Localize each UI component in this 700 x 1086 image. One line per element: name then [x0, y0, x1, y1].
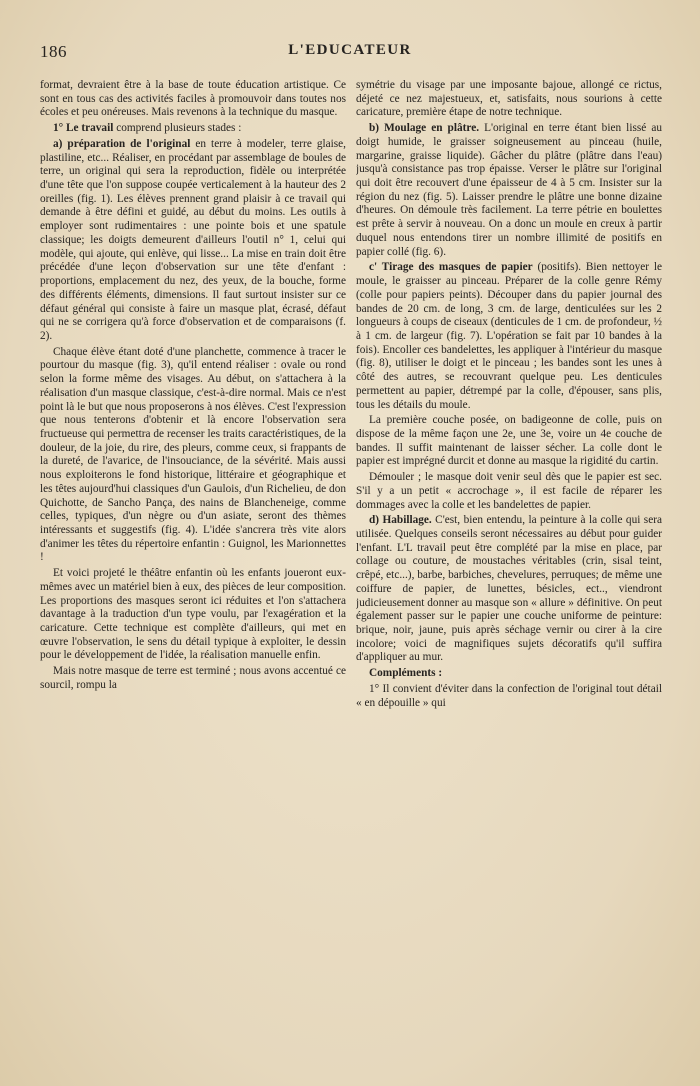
paragraph-text: en terre à modeler, terre glaise, plastiline, etc... Réaliser, en procédant par assemblage de boules de terre, un original qui sera la reproduction, fidèle ou interprétée d'une tête que l'on suppose coupée verticalement à la hauteur des 2 oreilles (fig. 1). Les élèves prennent grand plaisir à ce travail qui demande à être défini et guidé, au début du moins. Les outils à employer sont rudimentaires : une pointe bois et une spatule classique; les doigts demeurent d'ailleurs l'outil n° 1, celui qui modèle, qui ajoute, qui enlève, qui lisse... La mise en train doit être précédée d'une leçon d'observation sur une tête d'enfant : proportions, emplacement du nez, des yeux, de la bouche, forme des différents éléments, dimensions. Il faut surtout insister sur ce défaut général qui consiste à faire un masque plat, écrasé, défaut qui ne se corrigera qu'à force d'observation et de comparaisons (f. 2). — [40, 137, 346, 342]
paragraph-text: format, devraient être à la base de toute éducation artistique. Ce sont en tous cas des activités faciles à promouvoir dans toutes nos écoles et peu onéreuses. Mais revenons à la technique du masque. — [40, 79, 346, 119]
paragraph-text: Démouler ; le masque doit venir seul dès que le papier est sec. S'il y a un petit « accrochage », il est facile de réparer les dommages avec la colle et les bandelettes de papier. — [356, 471, 662, 511]
paragraph — [356, 514, 662, 665]
paragraph — [40, 665, 346, 692]
page-number: 186 — [40, 42, 67, 61]
paragraph-lead: Compléments : — [369, 667, 443, 680]
text-columns — [40, 79, 662, 1044]
paragraph-text: C'est, bien entendu, la peinture à la colle qui sera utilisée. Quelques conseils seront nécessaires au début pour guider l'enfant. L'L travail peut être complété par la mise en place, par collage ou couture, de moustaches véritables (crin, sisal teint, crêpé, etc...), barbe, barbiches, chevelures, perruques; de même une coiffure de papier, de lunettes, bésicles, ect.., viendront judicieusement donner au masque son « allure » définitive. On peut également passer sur le papier une couche uniforme de peinture: brique, noir, jaune, puis après séchage vernir ou cirer à la cire incolore; voici de magnifiques sujets décoratifs qu'il suffira d'appliquer au mur. — [356, 514, 662, 664]
left-column — [40, 79, 346, 1044]
paragraph — [356, 667, 662, 681]
paragraph — [40, 138, 346, 344]
paragraph-text: (positifs). Bien nettoyer le moule, le graisser au pinceau. Préparer de la colle genre Rémy (colle pour papiers peints). Découper dans du papier journal des bandes de 20 cm. de long, 3 cm. de large, denticulées sur les 2 longueurs à coups de ciseaux (denticules de 1 cm. de profondeur, ½ à 1 cm. de largeur (fig. 7). L'opération se fait par 10 bandes à la fois). Encoller ces bandelettes, les appliquer à l'intérieur du masque (fig. 8), utiliser le doigt et le pinceau ; les bandes sont les unes à côté des autres, se recouvrant quelque peu. Les denticules permettent au papier, détrempé par la colle, d'épouser, sans plis, tous les détails du moule. — [356, 261, 662, 411]
paragraph-text: L'original en terre étant bien lissé au doigt humide, le graisser soigneusement au pinceau (huile, margarine, graisse liquide). Gâcher du plâtre (plâtre dans l'eau) jusqu'à consistance pas trop épaisse. Verser le plâtre sur l'original qui doit être recouvert d'une épaisseur de 4 à 5 cm. Insister sur la région du nez (fig. 5). Laisser prendre le plâtre une bonne dizaine d'heures. On démoule très facilement. La terre pétrie en boulettes est prête à servir à nouveau. On a donc un moule en creux à partir duquel nous entendons tirer un nombre illimité de positifs en papier collé (fig. 6). — [356, 122, 662, 258]
paragraph-text: Mais notre masque de terre est terminé ; nous avons accentué ce sourcil, rompu la — [40, 665, 346, 691]
paragraph-text: 1° Il convient d'éviter dans la confection de l'original tout détail « en dépouille » qui — [356, 682, 662, 709]
paragraph-text: La première couche posée, on badigeonne de colle, puis on dispose de la même façon une 2e, une 3e, voire un 4e couche de bandes. Il suffit maintenant de laisser sécher. La colle dont le papier est imprégné durcit et donne au masque la rigidité du cartin. — [356, 414, 662, 468]
paragraph-lead: b) Moulage en plâtre. — [369, 122, 480, 135]
paragraph-text: Et voici projeté le théâtre enfantin où les enfants joueront eux-mêmes avec un matériel bien à eux, des pièces de leur composition. Les proportions des masques seront ici réduites et l'on s'attachera davantage à la traduction d'un type voulu, par l'exagération et la caricature. Cette technique est complète d'ailleurs, qui met en œuvre l'observation, le sens du détail typique à exploiter, le dessin pour le développement de l'idée, la réalisation manuelle enfin. — [40, 567, 346, 662]
running-title: L'EDUCATEUR — [288, 42, 412, 58]
paragraph — [356, 79, 662, 120]
paragraph — [356, 471, 662, 512]
paragraph — [40, 567, 346, 663]
paragraph-text: Chaque élève étant doté d'une planchette, commence à tracer le pourtour du masque (fig. 3), qu'il entend réaliser : ovale ou rond selon la forme même des visages. Au début, on s'attachera à la réalisation d'un masque classique, c'est-à-dire normal. Mais ce n'est point là le but que nous proposerons à nos élèves. C'est l'expression que nous tenterons d'obtenir et là encore l'observation sera fructueuse qui permettra de recenser les traits caractéristiques, de la douleur, de la joie, du rire, des pleurs, comme ceux, si frappants de la dureté, de l'avarice, de l'insouciance, de la sévérité. Mais aussi nous exploiterons le fond historique, littéraire et géographique et les têtes aujourd'hui classiques d'un Gaulois, d'un Richelieu, de don Quichotte, de Sancho Pança, des nains de Blancheneige, comme celles, typiques, d'un nègre ou d'un asiate, seront des thèmes intéressants et suggestifs (fig. 4). L'idée s'ancrera très vite alors d'animer les têtes du répertoire enfantin : Guignol, les Marionnettes ! — [40, 345, 346, 564]
paragraph-text: comprend plusieurs stades : — [113, 122, 242, 135]
right-column — [356, 79, 662, 1044]
paragraph — [356, 261, 662, 412]
paragraph-lead: 1° Le travail — [53, 122, 114, 135]
paragraph — [40, 346, 346, 566]
paragraph-text: symétrie du visage par une imposante bajoue, allongé ce rictus, déjeté ce nez majestueux, et, satisfaits, nous sourions à cette caricature, première étape de notre technique. — [356, 79, 662, 119]
page-header — [38, 40, 662, 68]
paragraph-lead: a) préparation de l'original — [53, 137, 191, 150]
paragraph-lead: c' Tirage des masques de papier — [369, 261, 533, 274]
paragraph-lead: d) Habillage. — [369, 514, 432, 527]
paragraph — [356, 683, 662, 710]
paragraph — [40, 79, 346, 120]
paragraph — [356, 122, 662, 259]
paragraph — [356, 414, 662, 469]
paragraph — [40, 122, 346, 136]
